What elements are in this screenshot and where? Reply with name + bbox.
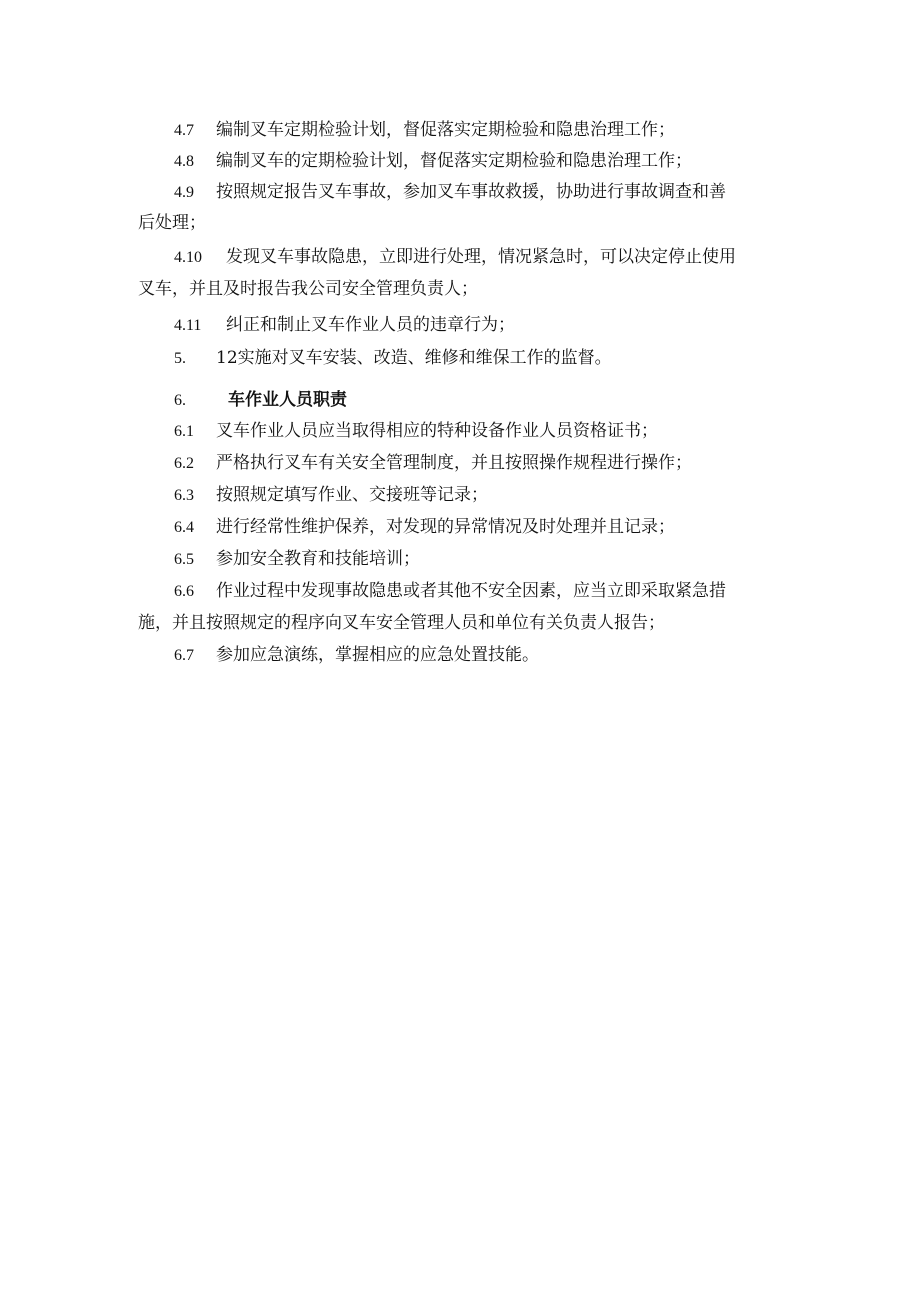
list-item [174, 417, 658, 445]
item-number: 4.9 [174, 184, 194, 201]
list-item [174, 513, 675, 541]
list-item [174, 545, 420, 573]
section-title: 车作业人员职责 [228, 390, 347, 410]
item-number: 6.2 [174, 455, 194, 472]
item-number: 4.8 [174, 153, 194, 170]
list-item [174, 449, 692, 477]
list-item [174, 481, 488, 509]
item-number: 6.1 [174, 423, 194, 440]
item-text: 12实施对叉车安装、改造、维修和维保工作的监督。 [216, 348, 612, 368]
item-number: 4.7 [174, 122, 194, 139]
item-text: 按照规定填写作业、交接班等记录； [216, 485, 488, 505]
item-text: 编制叉车定期检验计划，督促落实定期检验和隐患治理工作； [216, 120, 675, 140]
item-number: 4.11 [174, 317, 202, 334]
list-item [174, 116, 675, 144]
item-number: 6.7 [174, 647, 194, 664]
section-number: 6. [174, 392, 186, 409]
item-text: 进行经常性维护保养，对发现的异常情况及时处理并且记录； [216, 517, 675, 537]
list-item [174, 344, 612, 372]
list-item [174, 641, 539, 669]
item-text: 参加应急演练，掌握相应的应急处置技能。 [216, 645, 539, 665]
list-item-continuation: 施，并且按照规定的程序向叉车安全管理人员和单位有关负责人报告； [138, 613, 665, 633]
list-item-continuation: 叉车，并且及时报告我公司安全管理负责人； [138, 279, 478, 299]
item-number: 6.3 [174, 487, 194, 504]
item-text: 作业过程中发现事故隐患或者其他不安全因素，应当立即采取紧急措 [216, 581, 726, 601]
item-number: 4.10 [174, 249, 202, 266]
item-number: 5. [174, 350, 186, 367]
item-text: 发现叉车事故隐患，立即进行处理，情况紧急时，可以决定停止使用 [226, 247, 736, 267]
item-text: 编制叉车的定期检验计划，督促落实定期检验和隐患治理工作； [216, 151, 692, 171]
item-text: 纠正和制止叉车作业人员的违章行为； [226, 315, 515, 335]
item-text: 叉车作业人员应当取得相应的特种设备作业人员资格证书； [216, 421, 658, 441]
item-text: 严格执行叉车有关安全管理制度，并且按照操作规程进行操作； [216, 453, 692, 473]
list-item [174, 147, 692, 175]
item-text: 参加安全教育和技能培训； [216, 549, 420, 569]
item-text: 按照规定报告叉车事故，参加叉车事故救援，协助进行事故调查和善 [216, 182, 726, 202]
list-item [174, 178, 726, 206]
section-heading [174, 386, 347, 414]
list-item-continuation: 后处理； [138, 213, 206, 233]
list-item [174, 311, 515, 339]
list-item [174, 243, 736, 271]
item-number: 6.6 [174, 583, 194, 600]
item-number: 6.5 [174, 551, 194, 568]
item-number: 6.4 [174, 519, 194, 536]
list-item [174, 577, 726, 605]
